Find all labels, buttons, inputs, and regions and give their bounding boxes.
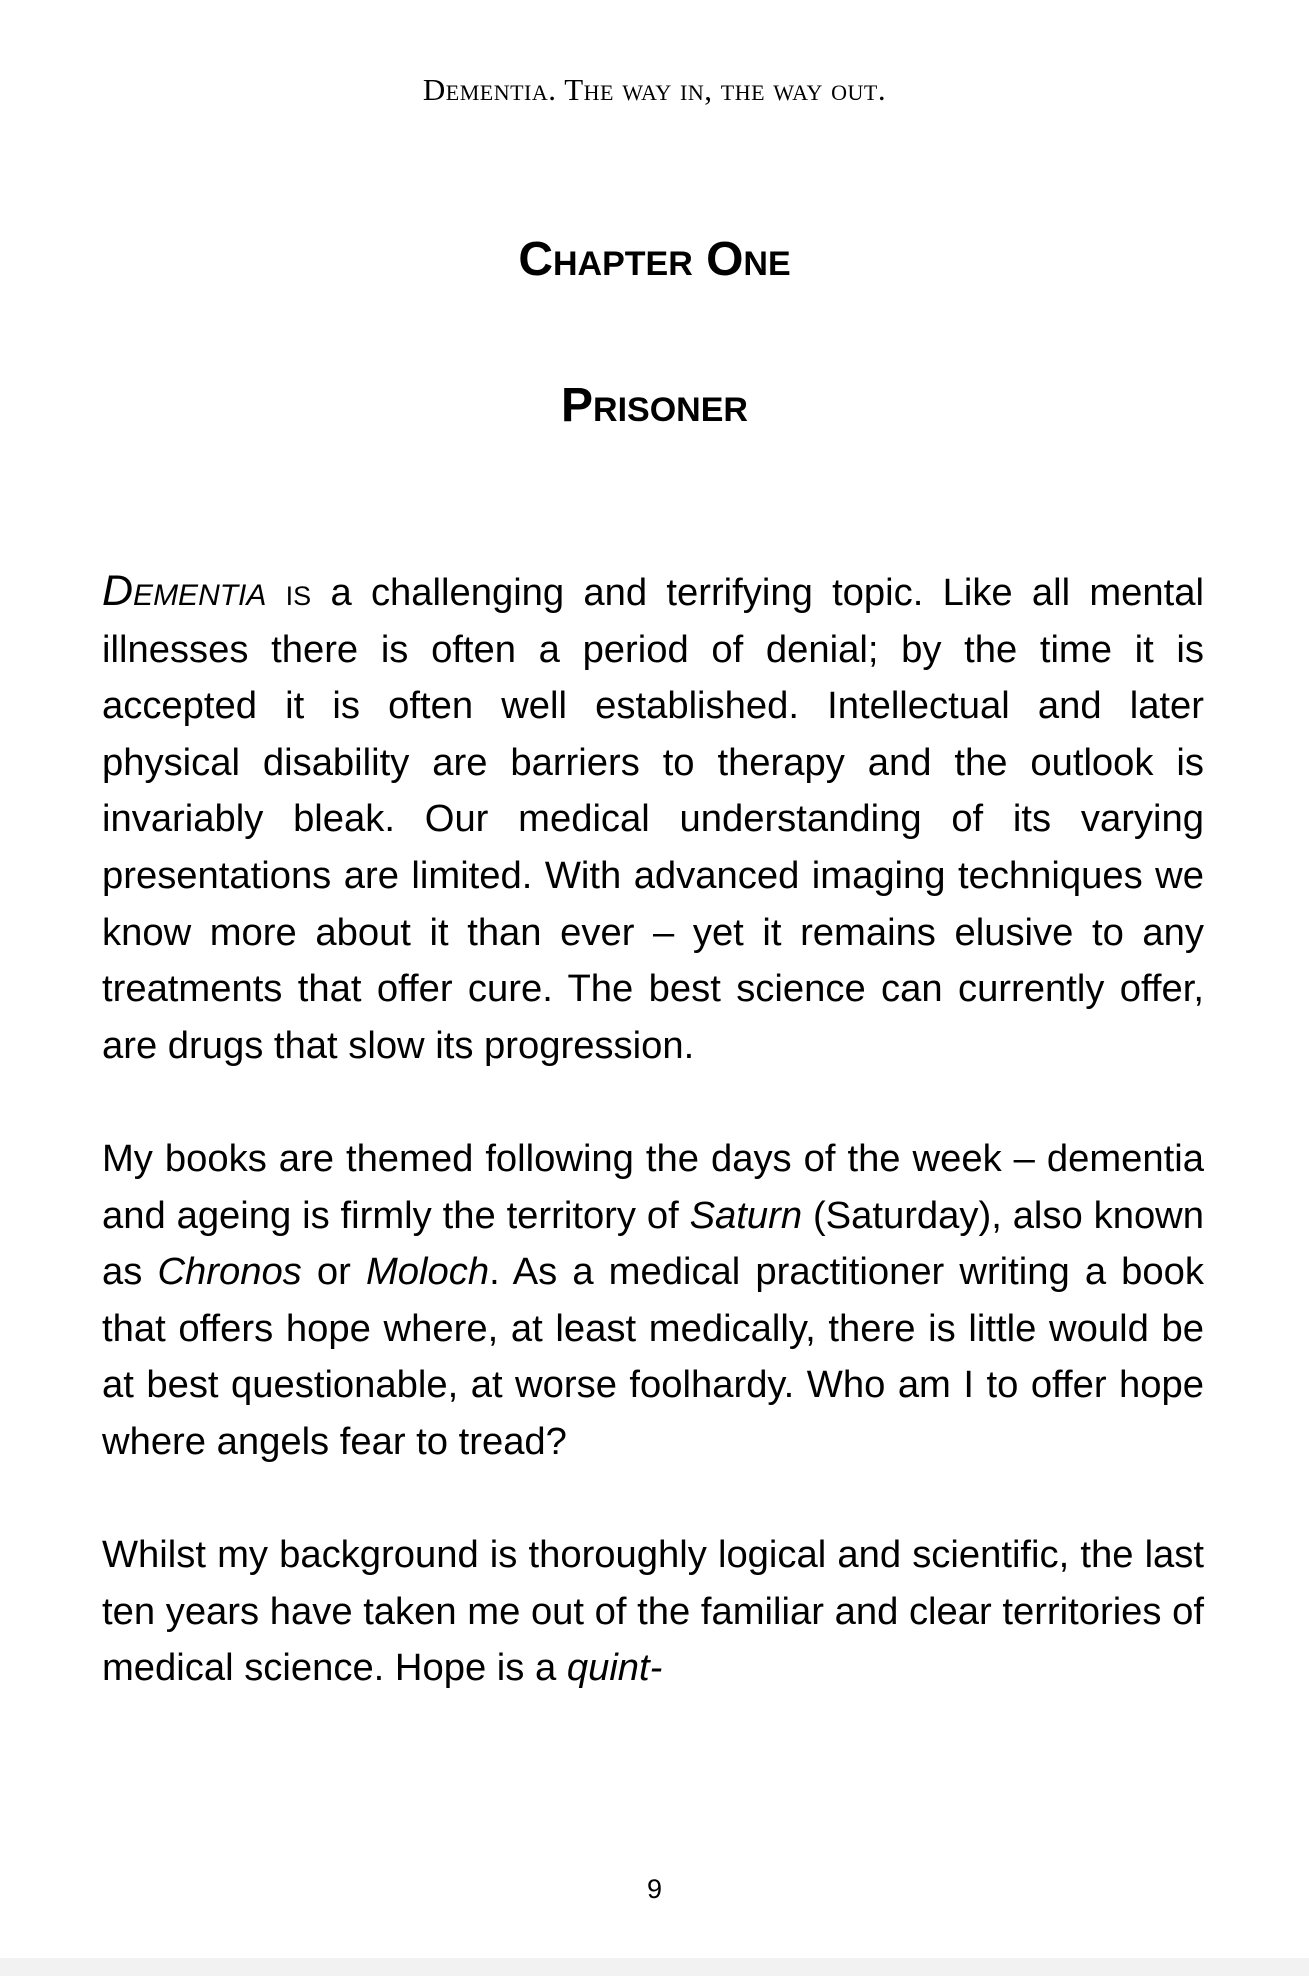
italic-quint: quint- — [566, 1646, 663, 1690]
body-text — [102, 563, 1204, 1753]
paragraph-2-text-a: My books are themed following the days of the week – dementia and ageing is firmly the territory of — [102, 1136, 1204, 1237]
paragraph-1-text: a challenging and terrifying topic. Like all mental illnesses there is often a period of denial; by the time it is accepted it is often well established. Intellectual and later physical disability are barriers to therapy and the outlook is invariably bleak. Our medical understanding of its varying presentations are limited. With advanced imaging techniques we know more about it than ever – yet it remains elusive to any treatments that offer cure. The best science can currently offer, are drugs that slow its progression. — [102, 571, 1204, 1067]
paragraph-1 — [102, 563, 1204, 1074]
page-number: 9 — [646, 1874, 663, 1904]
chapter-number: Chapter One — [518, 233, 791, 286]
paragraph-3 — [102, 1527, 1204, 1697]
lead-word: Dementia — [102, 567, 267, 615]
page-bottom-edge — [0, 1958, 1309, 1976]
paragraph-2-text-d: . As a medical practitioner writing a book that offers hope where, at least medically, there is little would be at best questionable, at worse foolhardy. Who am I to offer hope where angels fear to tread? — [102, 1250, 1204, 1463]
paragraph-2-text-b: (Saturday), also known as — [102, 1193, 1204, 1294]
lead-word-is: is — [285, 571, 312, 614]
chapter-title: Prisoner — [561, 379, 748, 432]
paragraph-2-text-c: or — [301, 1250, 366, 1294]
italic-saturn: Saturn — [689, 1193, 803, 1237]
paragraph-3-text: Whilst my background is thoroughly logical and scientific, the last ten years have taken me out of the familiar and clear territories of medical science. Hope is a — [102, 1533, 1204, 1690]
running-head: Dementia. The way in, the way out. — [422, 72, 887, 107]
italic-moloch: Moloch — [365, 1250, 490, 1294]
paragraph-2 — [102, 1131, 1204, 1471]
italic-chronos: Chronos — [157, 1250, 302, 1294]
